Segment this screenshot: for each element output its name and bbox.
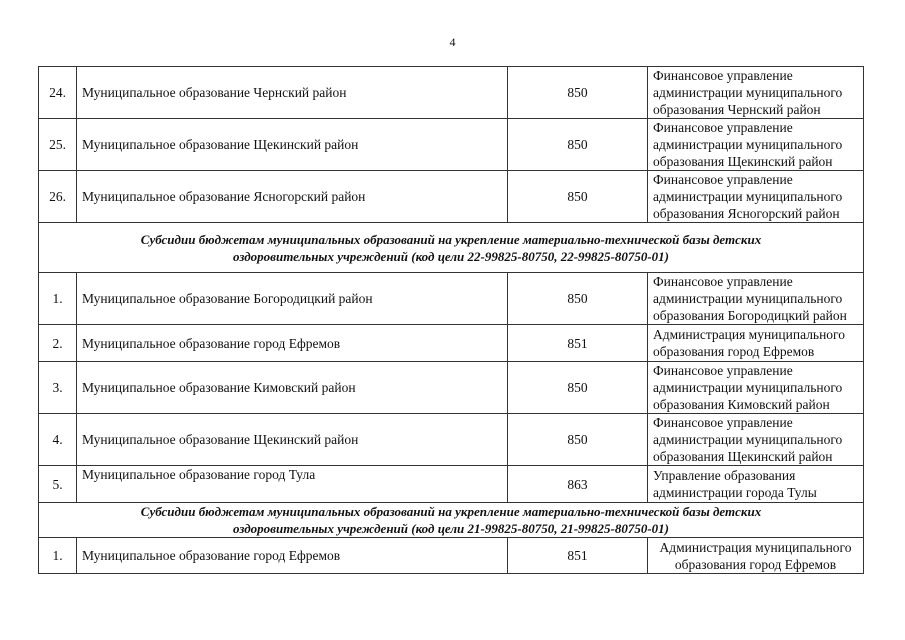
administrator-name: Администрация муниципального образования город Ефремов	[648, 538, 864, 574]
section-heading	[39, 503, 864, 538]
administrator-name: Финансовое управление администрации муниципального образования Ясногорский район	[648, 171, 864, 223]
administrator-name: Финансовое управление администрации муниципального образования Кимовский район	[648, 362, 864, 414]
administrator-name: Управление образования администрации города Тулы	[648, 466, 864, 503]
section-heading-cell	[39, 503, 864, 538]
table-row	[39, 414, 864, 466]
municipality-name: Муниципальное образование Щекинский район	[77, 414, 508, 466]
row-number: 24.	[39, 67, 77, 119]
row-number: 2.	[39, 325, 77, 362]
table-row	[39, 67, 864, 119]
administrator-name: Финансовое управление администрации муниципального образования Богородицкий район	[648, 273, 864, 325]
section-heading-line: Субсидии бюджетам муниципальных образований на укрепление материально-технической базы детских	[140, 231, 762, 247]
budget-code: 850	[508, 67, 648, 119]
row-number: 25.	[39, 119, 77, 171]
recipients-table	[38, 66, 864, 574]
table-row	[39, 273, 864, 325]
row-number: 1.	[39, 538, 77, 574]
municipality-name: Муниципальное образование Чернский район	[77, 67, 508, 119]
budget-code: 850	[508, 119, 648, 171]
municipality-name: Муниципальное образование город Ефремов	[77, 325, 508, 362]
municipality-name: Муниципальное образование Ясногорский район	[77, 171, 508, 223]
municipality-name: Муниципальное образование Богородицкий район	[77, 273, 508, 325]
row-number: 26.	[39, 171, 77, 223]
administrator-name: Финансовое управление администрации муниципального образования Чернский район	[648, 67, 864, 119]
budget-code: 851	[508, 325, 648, 362]
section-heading	[39, 223, 864, 273]
municipality-name: Муниципальное образование город Ефремов	[77, 538, 508, 574]
budget-code: 863	[508, 466, 648, 503]
section-heading-line: Субсидии бюджетам муниципальных образований на укрепление материально-технической базы детских	[140, 504, 762, 519]
section-heading-line: оздоровительных учреждений (код цели 22-99825-80750, 22-99825-80750-01)	[232, 248, 670, 264]
row-number: 4.	[39, 414, 77, 466]
row-number: 5.	[39, 466, 77, 503]
table-row	[39, 466, 864, 503]
table-row	[39, 325, 864, 362]
budget-code: 850	[508, 362, 648, 414]
row-number: 3.	[39, 362, 77, 414]
budget-code: 851	[508, 538, 648, 574]
row-number: 1.	[39, 273, 77, 325]
administrator-name: Финансовое управление администрации муниципального образования Щекинский район	[648, 414, 864, 466]
municipality-name: Муниципальное образование город Тула	[77, 466, 508, 503]
budget-code: 850	[508, 171, 648, 223]
municipality-name: Муниципальное образование Кимовский район	[77, 362, 508, 414]
budget-code: 850	[508, 273, 648, 325]
section-heading-cell	[39, 223, 864, 273]
table-row	[39, 119, 864, 171]
table-row	[39, 362, 864, 414]
table-row	[39, 538, 864, 574]
administrator-name: Финансовое управление администрации муниципального образования Щекинский район	[648, 119, 864, 171]
page-number: 4	[449, 35, 456, 49]
section-heading-line: оздоровительных учреждений (код цели 21-99825-80750, 21-99825-80750-01)	[232, 521, 670, 536]
administrator-name: Администрация муниципального образования город Ефремов	[648, 325, 864, 362]
municipality-name: Муниципальное образование Щекинский район	[77, 119, 508, 171]
table-row	[39, 171, 864, 223]
budget-code: 850	[508, 414, 648, 466]
